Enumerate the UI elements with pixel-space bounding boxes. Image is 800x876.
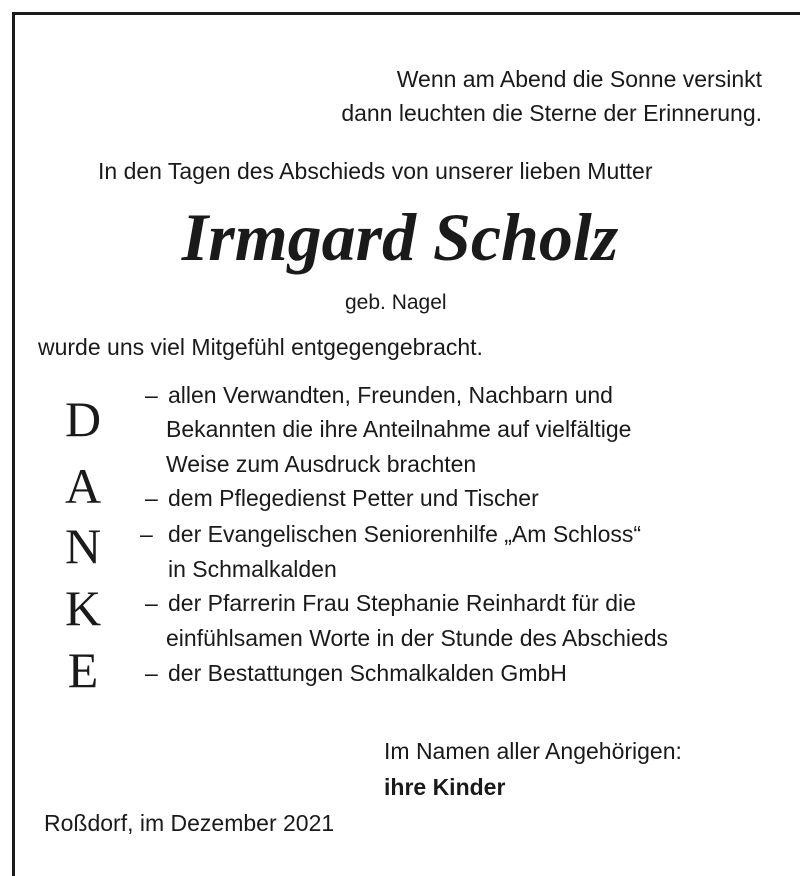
signature-line-1: Im Namen aller Angehörigen: — [384, 738, 682, 764]
thanks-line: der Bestattungen Schmalkalden GmbH — [168, 660, 567, 686]
intro-text: In den Tagen des Abschieds von unserer lieben Mutter — [98, 158, 653, 184]
danke-letter-k: K — [64, 580, 102, 636]
thanks-line: in Schmalkalden — [168, 556, 337, 582]
thanks-line: der Pfarrerin Frau Stephanie Reinhardt für die — [168, 590, 636, 616]
thanks-line: Weise zum Ausdruck brachten — [166, 451, 477, 477]
thanks-dash: – — [145, 485, 158, 511]
sympathy-text: wurde uns viel Mitgefühl entgegengebracht. — [38, 334, 483, 360]
danke-letter-d: D — [64, 391, 102, 447]
thanks-line: einfühlsamen Worte in der Stunde des Abschieds — [166, 625, 669, 651]
danke-letter-n: N — [64, 518, 102, 574]
place-date: Roßdorf, im Dezember 2021 — [44, 810, 335, 836]
thanks-dash: – — [145, 382, 158, 408]
thanks-dash: – — [140, 521, 153, 547]
deceased-name: Irmgard Scholz — [181, 199, 619, 275]
thanks-line: allen Verwandten, Freunden, Nachbarn und — [168, 382, 613, 408]
danke-letter-e: E — [67, 642, 99, 698]
thanks-line: Bekannten die ihre Anteilnahme auf vielfältige — [166, 416, 632, 442]
thanks-line: der Evangelischen Seniorenhilfe „Am Schloss“ — [168, 521, 642, 547]
signature-line-2: ihre Kinder — [384, 774, 506, 800]
thanks-dash: – — [145, 660, 158, 686]
thanks-dash: – — [145, 590, 158, 616]
motto-line-1: Wenn am Abend die Sonne versinkt — [396, 66, 762, 92]
thanks-line: dem Pflegedienst Petter und Tischer — [168, 485, 539, 511]
motto-line-2: dann leuchten die Sterne der Erinnerung. — [341, 100, 762, 126]
danke-letter-a: A — [64, 458, 102, 514]
birth-name: geb. Nagel — [345, 291, 447, 314]
